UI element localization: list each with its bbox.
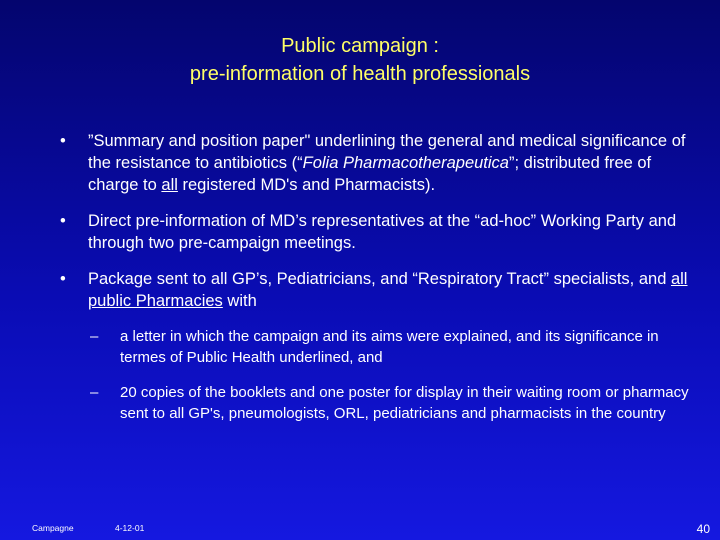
bullet-1-journal-name: Folia Pharmacotherapeutica [302, 154, 509, 172]
slide-title [0, 32, 720, 88]
sub-item-2 [90, 382, 700, 424]
slide-content [60, 130, 700, 438]
slide-title-line-1: Public campaign : [281, 35, 439, 57]
bullet-marker: • [60, 270, 66, 288]
bullet-1-text-c: registered MD's and Pharmacists). [177, 176, 436, 194]
bullet-item-2 [60, 210, 700, 254]
sub-marker: – [90, 328, 99, 345]
sub-item-1 [90, 326, 700, 368]
bullet-1-text-b: ”; distributed free of charge to [88, 154, 652, 194]
page-number: 40 [696, 522, 710, 536]
bullet-item-3 [60, 268, 700, 312]
footer-left-text: Campagne [32, 523, 74, 533]
bullet-3-text-a: Package sent to all GP’s, Pediatricians, and “Respiratory Tract” specialists, and [88, 270, 671, 288]
bullet-3-text-b: with [222, 292, 257, 310]
sub-item-1-text: a letter in which the campaign and its aims were explained, and its significance in termes of Public Health underlined, and [120, 328, 659, 366]
bullet-marker: • [60, 132, 66, 150]
slide-title-line-2: pre-information of health professionals [189, 63, 531, 85]
footer-date: 4-12-01 [115, 523, 145, 533]
bullet-1-emphasis: all [161, 176, 178, 194]
sub-marker: – [90, 384, 99, 401]
bullet-marker: • [60, 212, 66, 230]
bullet-2-text: Direct pre-information of MD’s representatives at the “ad-hoc” Working Party and through two pre-campaign meetings. [88, 212, 677, 252]
bullet-1-text-a: ”Summary and position paper" underlining the general and medical significance of the resistance to antibiotics (“ [88, 132, 686, 172]
bullet-3-emphasis: all public Pharmacies [88, 270, 688, 310]
sub-item-2-text: 20 copies of the booklets and one poster for display in their waiting room or pharmacy sent to all GP's, pneumologists, ORL, pediatricians and pharmacists in the country [120, 384, 689, 422]
bullet-item-1 [60, 130, 700, 196]
